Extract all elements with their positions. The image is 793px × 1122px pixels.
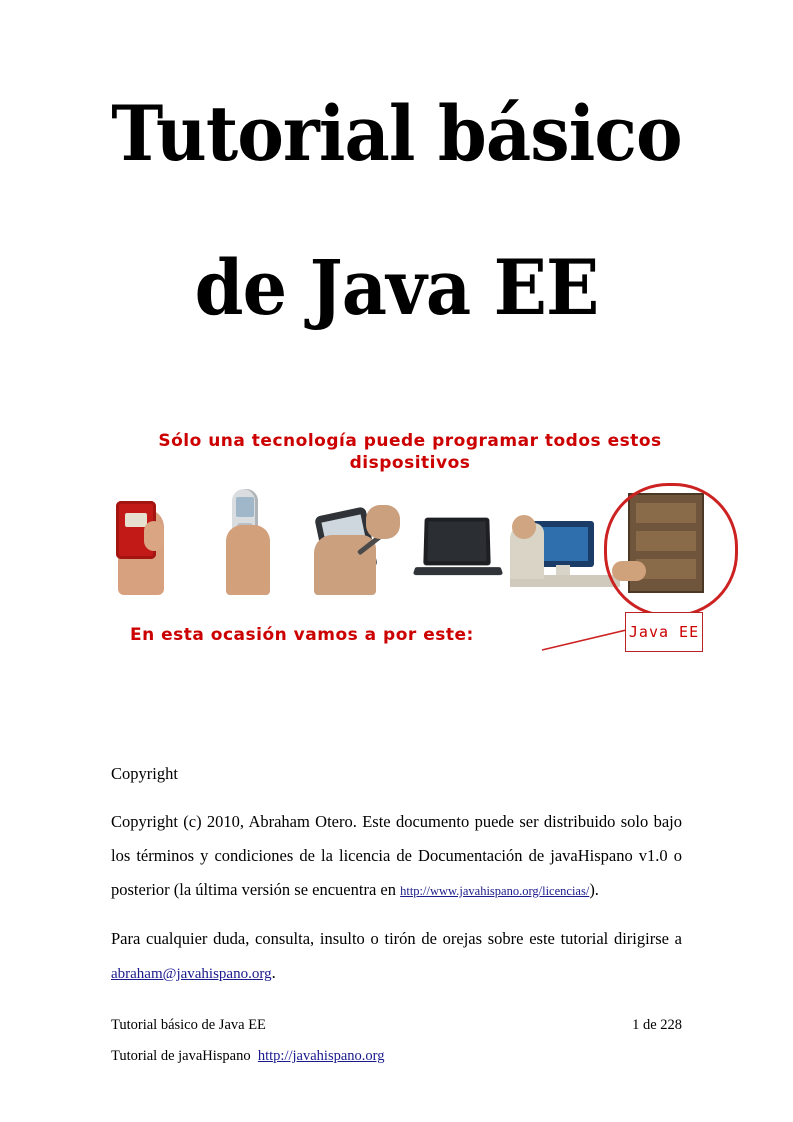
copyright-paragraph-1	[111, 805, 682, 908]
copyright-section	[111, 757, 682, 1005]
server-rack-device-icon	[610, 485, 710, 595]
author-email-link[interactable]: abraham@javahispano.org	[111, 966, 272, 982]
footer-title: Tutorial básico de Java EE	[111, 1017, 266, 1033]
footer-publisher-text: Tutorial de javaHispano	[111, 1048, 251, 1064]
title-line-1: Tutorial básico	[111, 89, 682, 178]
smartcard-device-icon	[110, 485, 210, 595]
figure-caption-bottom: En esta ocasión vamos a por este:	[130, 625, 474, 645]
footer-bottom-row	[111, 1041, 682, 1072]
mobile-phone-device-icon	[210, 485, 310, 595]
pda-stylus-device-icon	[310, 485, 410, 595]
java-ee-label: Java EE	[625, 612, 703, 652]
figure-caption-top: Sólo una tecnología puede programar todos estos dispositivos	[158, 431, 662, 473]
copyright-p1-text: Copyright (c) 2010, Abraham Otero. Este documento puede ser distribuido solo bajo los términos y condiciones de la licencia de Documentación de javaHispano v1.0 o posterior (la última versión se encuentra en	[111, 812, 682, 899]
devices-figure	[110, 430, 710, 670]
copyright-p2-tail: .	[271, 963, 276, 982]
title-line-2: de Java EE	[194, 243, 599, 332]
copyright-p1-tail: ).	[589, 880, 599, 899]
page-footer	[111, 1010, 682, 1072]
javahispano-license-link[interactable]: http://www.javahispano.org/licencias/	[400, 884, 590, 898]
javahispano-site-link[interactable]: http://javahispano.org	[257, 1048, 385, 1064]
copyright-paragraph-2	[111, 922, 682, 991]
laptop-device-icon	[410, 485, 510, 595]
desktop-computer-device-icon	[510, 485, 610, 595]
document-title	[0, 88, 793, 334]
footer-page-number: 1 de 228	[632, 1017, 682, 1033]
footer-top-row	[111, 1010, 682, 1041]
copyright-heading: Copyright	[111, 764, 178, 783]
copyright-p2-text: Para cualquier duda, consulta, insulto o tirón de orejas sobre este tutorial dirigirse a	[111, 929, 682, 948]
footer-publisher	[111, 1041, 384, 1072]
device-row	[110, 485, 710, 595]
